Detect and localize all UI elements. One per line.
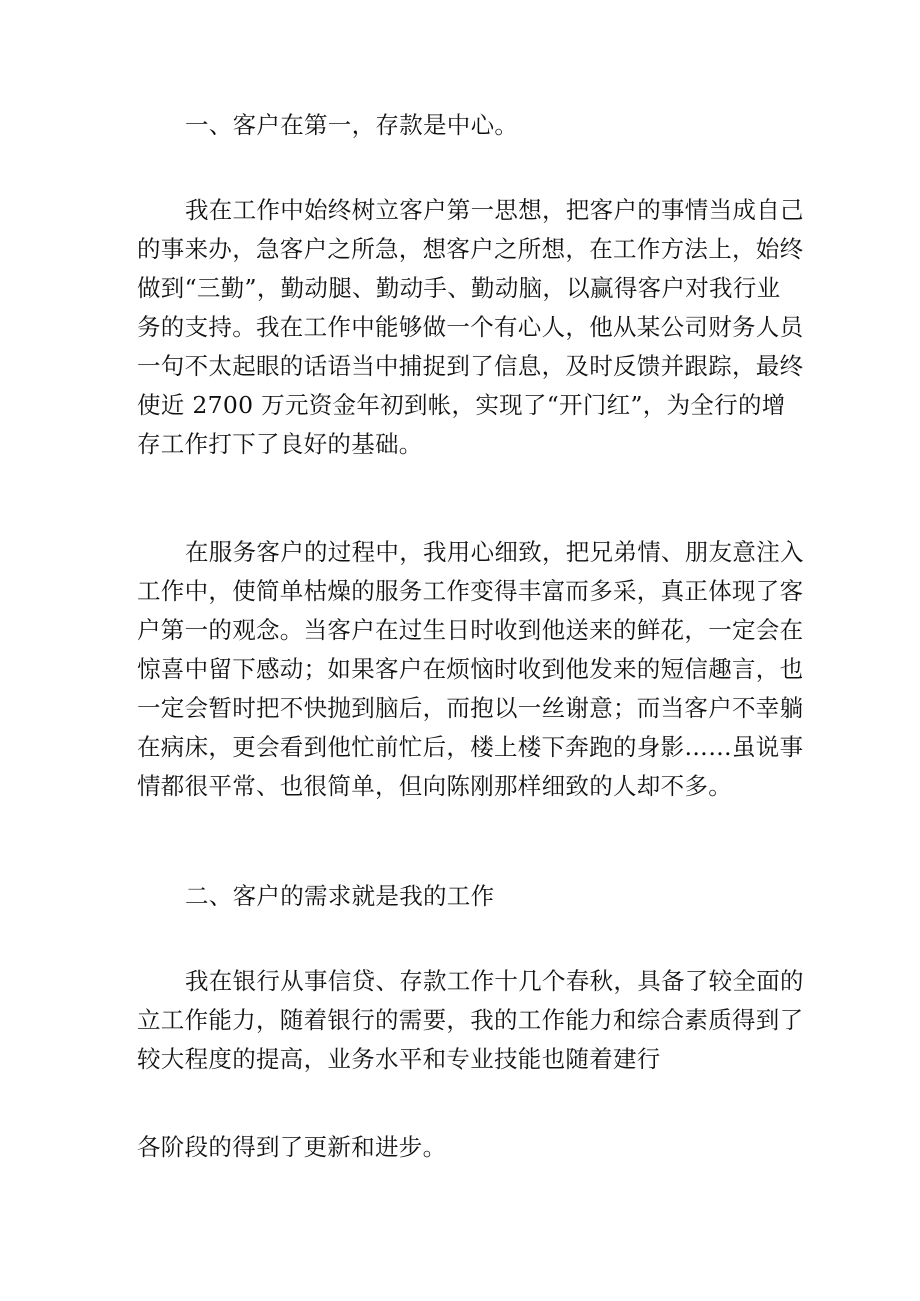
paragraph-3 [137, 962, 804, 1079]
section-heading-1: 一、客户在第一，存款是中心。 [185, 111, 519, 139]
paragraph-line: 一定会暂时把不快抛到脑后，而抱以一丝谢意；而当客户不幸躺 [137, 694, 804, 722]
paragraph-line: 做到“三勤”，勤动腿、勤动手、勤动脑，以赢得客户对我行业 [137, 274, 781, 302]
paragraph-line: 的事来办，急客户之所急，想客户之所想，在工作方法上，始终 [137, 235, 804, 263]
paragraph-line: 我在工作中始终树立客户第一思想，把客户的事情当成自己 [185, 196, 804, 224]
paragraph-line: 情都很平常、也很简单，但向陈刚那样细致的人却不多。 [137, 772, 732, 800]
paragraph-2 [137, 533, 804, 806]
paragraph-line: 使近 2700 万元资金年初到帐，实现了“开门红”，为全行的增 [137, 391, 786, 419]
section-heading-2: 二、客户的需求就是我的工作 [185, 882, 495, 910]
paragraph-line: 较大程度的提高，业务水平和专业技能也随着建行 [137, 1045, 661, 1073]
paragraph-line: 工作中，使简单枯燥的服务工作变得丰富而多采，真正体现了客 [137, 577, 804, 605]
paragraph-line: 惊喜中留下感动；如果客户在烦恼时收到他发来的短信趣言，也 [137, 655, 804, 683]
paragraph-line: 存工作打下了良好的基础。 [137, 430, 423, 458]
paragraph-4: 各阶段的得到了更新和进步。 [137, 1133, 447, 1161]
paragraph-1 [137, 191, 804, 464]
paragraph-line: 一句不太起眼的话语当中捕捉到了信息，及时反馈并跟踪，最终 [137, 352, 804, 380]
paragraph-line: 在病床，更会看到他忙前忙后，楼上楼下奔跑的身影……虽说事 [137, 733, 804, 761]
paragraph-line: 务的支持。我在工作中能够做一个有心人，他从某公司财务人员 [137, 313, 804, 341]
paragraph-line: 在服务客户的过程中，我用心细致，把兄弟情、朋友意注入 [185, 538, 804, 566]
paragraph-line: 立工作能力，随着银行的需要，我的工作能力和综合素质得到了 [137, 1006, 804, 1034]
paragraph-line: 户第一的观念。当客户在过生日时收到他送来的鲜花，一定会在 [137, 616, 804, 644]
paragraph-line: 我在银行从事信贷、存款工作十几个春秋，具备了较全面的 [185, 967, 804, 995]
